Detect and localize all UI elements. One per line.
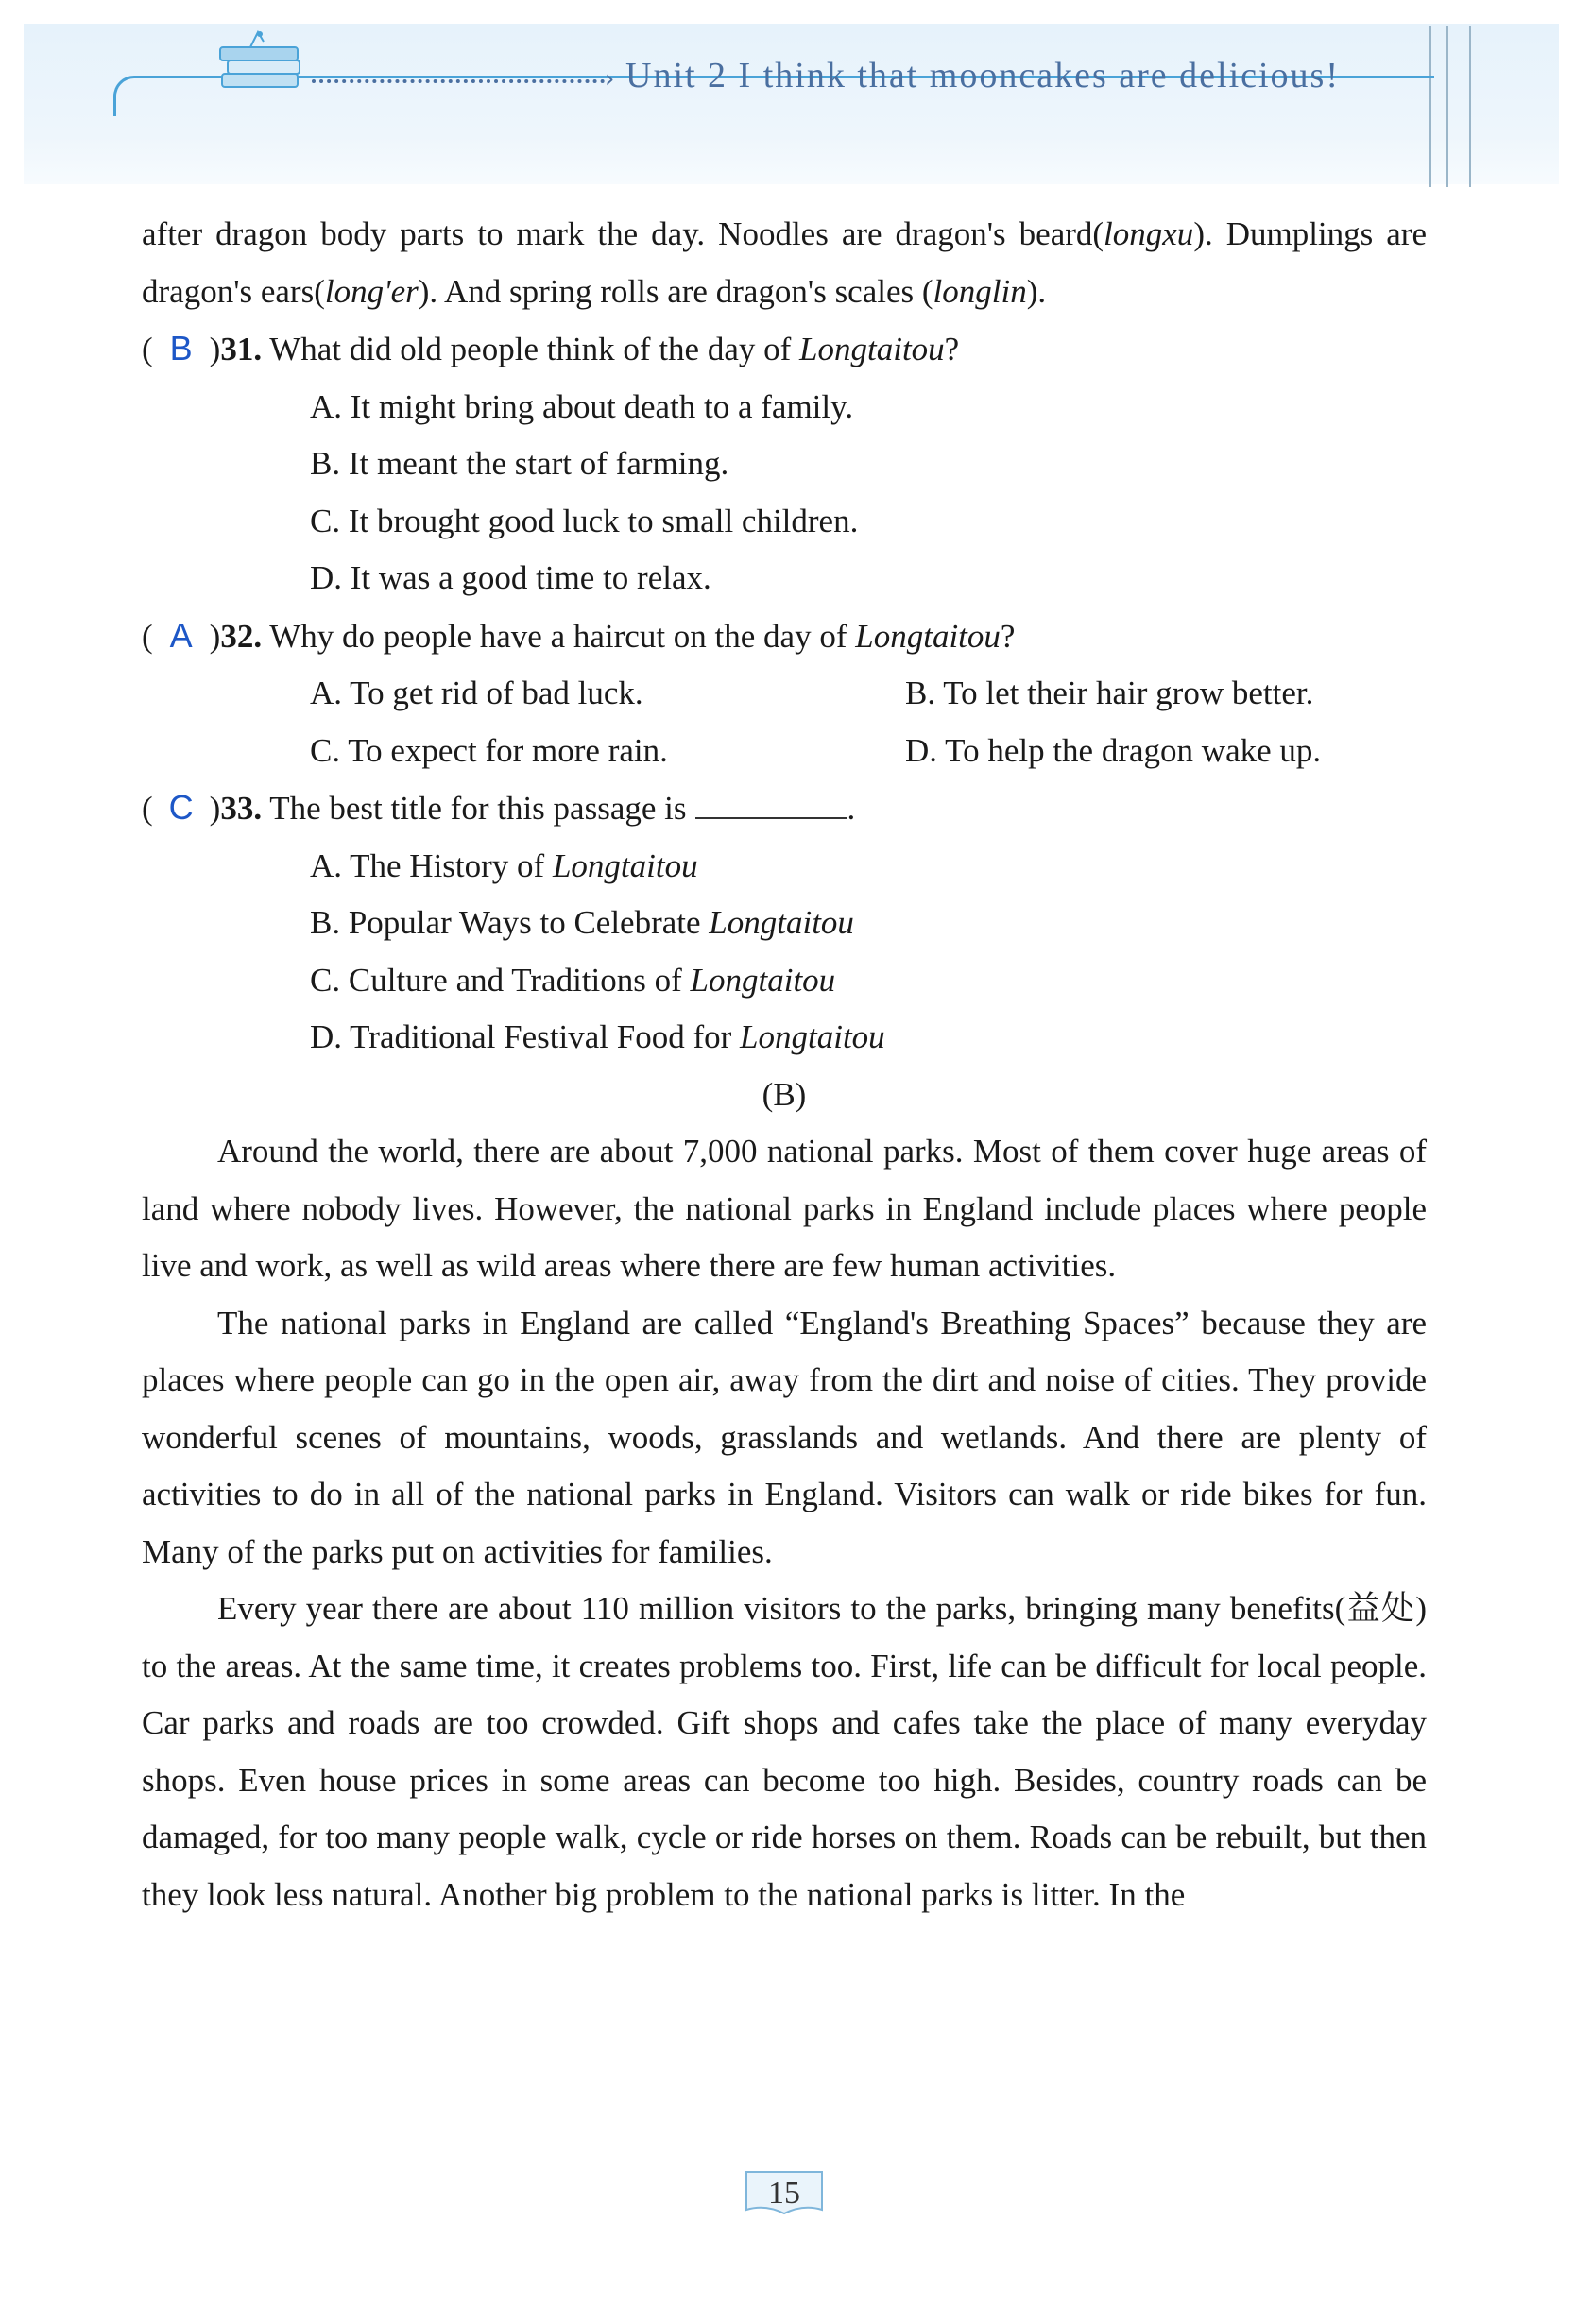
options-row [310, 665, 1427, 723]
header-dotted-leader [312, 79, 605, 83]
arrow-right-icon: › [605, 65, 615, 94]
option-33-d[interactable]: D. Traditional Festival Food for Longtaitou [310, 1018, 885, 1055]
option-33-c[interactable]: C. Culture and Traditions of Longtaitou [310, 961, 836, 999]
option-31-d[interactable]: D. It was a good time to relax. [310, 559, 711, 596]
section-b-heading: (B) [762, 1075, 807, 1113]
question-32: ( A )32. Why do people have a haircut on the day of Longtaitou? [142, 607, 1427, 666]
book-stack-icon [213, 28, 317, 104]
option-32-b[interactable]: B. To let their hair grow better. [905, 675, 1314, 711]
option-31-c[interactable]: C. It brought good luck to small children. [310, 502, 859, 539]
option-32-d[interactable]: D. To help the dragon wake up. [905, 731, 1322, 769]
question-33: ( C )33. The best title for this passage is . [142, 779, 1427, 838]
option-31-a[interactable]: A. It might bring about death to a family. [310, 387, 854, 425]
page-number: 15 [737, 2166, 831, 2221]
options-row [310, 723, 1427, 780]
unit-title: Unit 2 I think that mooncakes are delicious! [625, 56, 1340, 95]
intro-paragraph: after dragon body parts to mark the day. Noodles are dragon's beard(longxu). Dumplings are dragon's ears(long'er). And spring rolls are dragon's scales (longlin). [142, 215, 1427, 310]
option-32-a[interactable]: A. To get rid of bad luck. [310, 675, 643, 711]
option-33-b[interactable]: B. Popular Ways to Celebrate Longtaitou [310, 904, 854, 941]
question-31: ( B )31. What did old people think of the day of Longtaitou? [142, 320, 1427, 379]
option-32-c[interactable]: C. To expect for more rain. [310, 731, 668, 769]
option-33-a[interactable]: A. The History of Longtaitou [310, 846, 698, 884]
answer-33[interactable]: C [168, 788, 194, 827]
header-divider [1469, 26, 1471, 187]
answer-32[interactable]: A [169, 615, 193, 655]
passage-paragraph: Around the world, there are about 7,000 national parks. Most of them cover huge areas of land where nobody lives. However, the national parks in England include places where people live and work, as well as wild areas where there are few human activities. [142, 1133, 1427, 1284]
page-content [142, 206, 1427, 1923]
passage-paragraph: The national parks in England are called “England's Breathing Spaces” because they are places where people can go in the open air, away from the dirt and noise of cities. They provide wonderful scenes of mountains, woods, grasslands and wetlands. And there are plenty of activities to do in all of the national parks in England. Visitors can walk or ride bikes for fun. Many of the parks put on activities for families. [142, 1304, 1427, 1570]
answer-blank[interactable] [695, 789, 847, 819]
header-divider [1446, 26, 1448, 187]
option-31-b[interactable]: B. It meant the start of farming. [310, 445, 729, 482]
answer-31[interactable]: B [169, 329, 193, 367]
passage-paragraph: Every year there are about 110 million visitors to the parks, bringing many benefits(益处) to the areas. At the same time, it creates problems too. First, life can be difficult for local people. Car parks and roads are too crowded. Gift shops and cafes take the place of many everyday shops. Even house prices in some areas can become too high. Besides, country roads can be damaged, for too many people walk, cycle or ride horses on them. Roads can be rebuilt, but then they look less natural. Another big problem to the national parks is litter. In the [142, 1590, 1427, 1913]
